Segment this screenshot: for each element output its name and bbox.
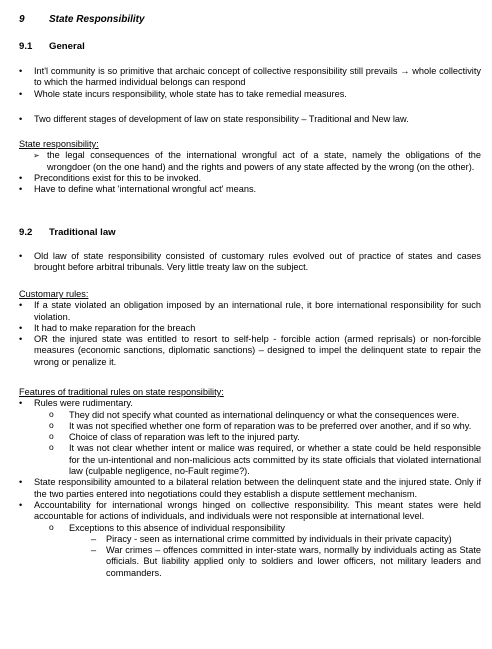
chapter-number: 9: [19, 14, 25, 25]
dash-list-item: – Piracy - seen as international crime committed by individuals in their private capacity): [91, 534, 481, 545]
list-item: • OR the injured state was entitled to resort to self-help - forcible action (armed reprisals) or non-forcible measures (economic sanctions, diplomatic sanctions) – designed to impel the delinquent state to repair the wrong or penalize it.: [19, 334, 481, 368]
customary-rules-block: [19, 289, 481, 368]
section-title: Traditional law: [49, 227, 116, 238]
list-item: • State responsibility amounted to a bilateral relation between the delinquent state and the injured state. Only if the two parties entered into negotiations could they establish a dispute settlement mechanism.: [19, 477, 481, 500]
list-item: • Int'l community is so primitive that archaic concept of collective responsibility still prevails → whole collectivity to which the harmed individual belongs can respond: [19, 66, 481, 89]
dash-list-item: – War crimes – offences committed in inter-state wars, normally by individuals acting as State officials. But liability applied only to soldiers and lower officers, not military leaders and commanders.: [91, 545, 481, 579]
collective-text: Accountability for international wrongs hinged on collective responsibility. This meant states were held accountable for actions of individuals, and individuals were not responsible at international level.: [34, 499, 481, 522]
list-item: • It had to make reparation for the breach: [19, 323, 481, 334]
sub-list-item: [49, 523, 481, 579]
general-bullets-2: [19, 114, 481, 125]
list-item: • Have to define what 'international wrongful act' means.: [19, 184, 481, 195]
state-responsibility-block: [19, 139, 481, 195]
exceptions-text: Exceptions to this absence of individual responsibility: [69, 522, 286, 533]
list-item: • If a state violated an obligation imposed by an international rule, it bore international responsibility for such violation.: [19, 300, 481, 323]
sub-list-item: o They did not specify what counted as international delinquency or what the consequences were.: [49, 410, 481, 421]
list-item: • Preconditions exist for this to be invoked.: [19, 173, 481, 184]
list-item: [19, 398, 481, 477]
list-item: ➢ the legal consequences of the international wrongful act of a state, namely the obligations of the wrongdoer (on the one hand) and the rights and powers of any state affected by the wrong (on the other).: [33, 150, 481, 173]
chapter-heading: [19, 14, 145, 25]
customary-rules-label: Customary rules:: [19, 289, 89, 299]
sub-list-item: o It was not clear whether intent or malice was required, or whether a state could be held responsible for the un-intentional and non-malicious acts committed by its state officials that violated international law (culpable negligence, no-Fault regime?).: [49, 443, 481, 477]
list-item: • Old law of state responsibility consisted of customary rules evolved out of practice of states and cases brought before arbitral tribunals. Very little treaty law on the subject.: [19, 251, 481, 274]
state-responsibility-label: State responsibility:: [19, 139, 99, 149]
general-bullets-1: [19, 66, 481, 100]
list-item: • Whole state incurs responsibility, whole state has to take remedial measures.: [19, 89, 481, 100]
list-item: • Two different stages of development of law on state responsibility – Traditional and New law.: [19, 114, 481, 125]
section-title: General: [49, 41, 85, 52]
rudimentary-text: Rules were rudimentary.: [34, 398, 133, 409]
traditional-bullets-1: [19, 251, 481, 274]
sub-list-item: o It was not specified whether one form of reparation was to be preferred over another, and if so why.: [49, 421, 481, 432]
features-label: Features of traditional rules on state responsibility:: [19, 387, 224, 397]
section-number: 9.1: [19, 41, 33, 52]
sub-list-item: o Choice of class of reparation was left to the injured party.: [49, 432, 481, 443]
chapter-title: State Responsibility: [49, 14, 145, 25]
section-number: 9.2: [19, 227, 33, 238]
features-block: [19, 387, 481, 579]
list-item: [19, 500, 481, 579]
section-heading-9-1: [19, 41, 85, 52]
section-heading-9-2: [19, 227, 116, 238]
